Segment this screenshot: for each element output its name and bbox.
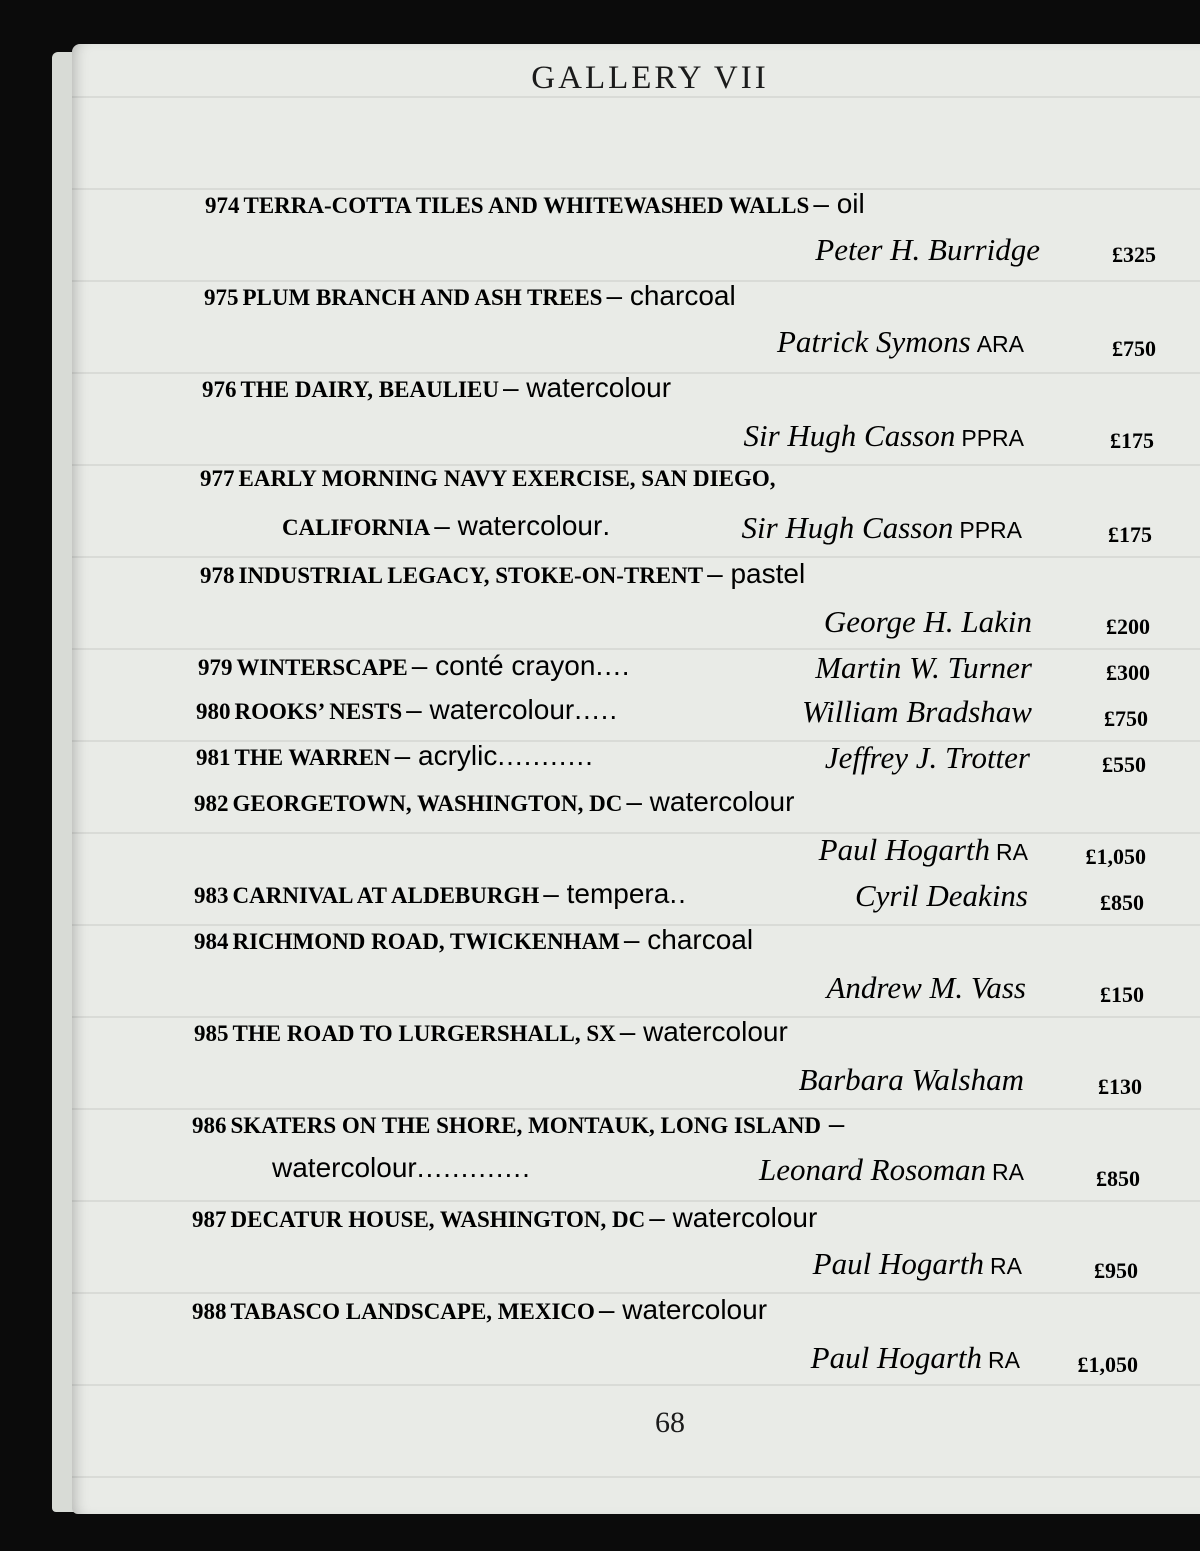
work-title: GEORGETOWN, WASHINGTON, DC xyxy=(232,791,623,816)
entry-977-second-line: CALIFORNIA – watercolour. xyxy=(282,510,612,541)
artist-credential: PPRA xyxy=(959,517,1022,543)
artist-credential: RA xyxy=(990,1253,1022,1279)
work-medium: watercolour xyxy=(429,694,575,725)
artist-name: William Bradshaw xyxy=(802,694,1032,729)
catalogue-number: 975 xyxy=(204,285,239,310)
entry-987-artist xyxy=(813,1246,1022,1282)
leader-dots: . xyxy=(602,510,612,541)
artist-name: George H. Lakin xyxy=(823,604,1032,639)
work-title: TABASCO LANDSCAPE, MEXICO xyxy=(230,1299,595,1324)
entry-980-price: £750 xyxy=(1104,706,1148,731)
catalogue-number: 976 xyxy=(202,377,237,402)
entry-985-price: £130 xyxy=(1098,1074,1142,1099)
entry-976-price: £175 xyxy=(1110,428,1154,453)
entry-987-price: £950 xyxy=(1094,1258,1138,1283)
work-title-continued: CALIFORNIA xyxy=(282,515,431,540)
entry-980-title-line: 980 ROOKS’ NESTS – watercolour..... xyxy=(196,694,619,725)
entry-982-price: £1,050 xyxy=(1085,844,1146,869)
entry-981-title-line: 981 THE WARREN – acrylic........... xyxy=(196,740,594,771)
entry-977-artist xyxy=(741,510,1022,546)
work-medium: watercolour xyxy=(643,1016,788,1047)
artist-credential: PPRA xyxy=(961,425,1024,451)
entry-986-artist xyxy=(759,1152,1024,1188)
artist-credential: RA xyxy=(992,1159,1024,1185)
catalogue-number: 983 xyxy=(194,883,229,908)
catalogue-number: 979 xyxy=(198,655,233,680)
work-title: ROOKS’ NESTS xyxy=(234,699,403,724)
catalogue-number: 977 xyxy=(200,466,235,491)
artist-name: Peter H. Burridge xyxy=(815,232,1040,267)
entry-974-artist xyxy=(815,232,1040,268)
entry-983-price: £850 xyxy=(1100,890,1144,915)
work-medium: watercolour xyxy=(272,1152,417,1183)
entry-983-artist xyxy=(855,878,1028,914)
work-medium: charcoal xyxy=(647,924,754,955)
entry-976-title-line: 976 THE DAIRY, BEAULIEU – watercolour xyxy=(202,372,672,403)
work-title: WINTERSCAPE xyxy=(236,655,408,680)
entry-988-price: £1,050 xyxy=(1077,1352,1138,1377)
catalogue-number: 980 xyxy=(196,699,231,724)
work-medium: charcoal xyxy=(629,280,736,311)
page-title: GALLERY VII xyxy=(531,60,769,96)
entry-974-price: £325 xyxy=(1112,242,1156,267)
entry-975-title-line: 975 PLUM BRANCH AND ASH TREES – charcoal xyxy=(204,280,736,311)
artist-credential: RA xyxy=(996,839,1028,865)
entry-988-artist xyxy=(811,1340,1020,1376)
entry-974-title-line: 974 TERRA-COTTA TILES AND WHITEWASHED WALLS – oil xyxy=(205,188,865,219)
artist-name: Jeffrey J. Trotter xyxy=(824,740,1030,775)
work-title: PLUM BRANCH AND ASH TREES xyxy=(242,285,603,310)
work-title: SKATERS ON THE SHORE, MONTAUK, LONG ISLAND xyxy=(230,1113,821,1138)
entry-986-second-line xyxy=(272,1152,531,1184)
artist-name: Patrick Symons xyxy=(776,324,971,359)
work-title: RICHMOND ROAD, TWICKENHAM xyxy=(232,929,620,954)
entry-988-title-line: 988 TABASCO LANDSCAPE, MEXICO – watercolour xyxy=(192,1294,768,1325)
entry-981-artist xyxy=(825,740,1030,776)
artist-name: Andrew M. Vass xyxy=(826,970,1026,1005)
artist-name: Sir Hugh Casson xyxy=(741,510,954,545)
entry-977-price: £175 xyxy=(1108,522,1152,547)
leader-dots: ........... xyxy=(497,740,594,771)
artist-credential: RA xyxy=(988,1347,1020,1373)
artist-name: Sir Hugh Casson xyxy=(743,418,956,453)
catalogue-number: 985 xyxy=(194,1021,229,1046)
entry-978-title-line: 978 INDUSTRIAL LEGACY, STOKE-ON-TRENT – pastel xyxy=(200,558,806,589)
entry-985-title-line: 985 THE ROAD TO LURGERSHALL, SX – watercolour xyxy=(194,1016,788,1047)
work-medium: oil xyxy=(836,188,865,219)
entry-984-title-line: 984 RICHMOND ROAD, TWICKENHAM – charcoal xyxy=(194,924,754,955)
work-title: THE ROAD TO LURGERSHALL, SX xyxy=(232,1021,616,1046)
work-medium: pastel xyxy=(730,558,806,589)
catalogue-number: 982 xyxy=(194,791,229,816)
entry-977-title-line xyxy=(200,466,775,492)
artist-name: Martin W. Turner xyxy=(815,650,1032,685)
work-medium: acrylic xyxy=(418,740,498,771)
leader-dots: ..... xyxy=(574,694,619,725)
entry-975-price: £750 xyxy=(1112,336,1156,361)
entry-978-artist xyxy=(824,604,1032,640)
work-medium: tempera xyxy=(566,878,670,909)
leader-dots: .... xyxy=(595,650,631,681)
entry-982-title-line: 982 GEORGETOWN, WASHINGTON, DC – watercolour xyxy=(194,786,795,817)
artist-name: Cyril Deakins xyxy=(854,878,1028,913)
artist-name: Paul Hogarth xyxy=(812,1246,985,1281)
entry-976-artist xyxy=(743,418,1024,454)
catalogue-number: 981 xyxy=(196,745,231,770)
entry-983-title-line: 983 CARNIVAL AT ALDEBURGH – tempera.. xyxy=(194,878,687,909)
entry-987-title-line: 987 DECATUR HOUSE, WASHINGTON, DC – watercolour xyxy=(192,1202,818,1233)
work-medium: watercolour xyxy=(457,510,603,541)
work-title: CARNIVAL AT ALDEBURGH xyxy=(232,883,540,908)
catalogue-number: 987 xyxy=(192,1207,227,1232)
catalogue-number: 984 xyxy=(194,929,229,954)
work-title: THE WARREN xyxy=(234,745,391,770)
entry-979-title-line: 979 WINTERSCAPE – conté crayon.... xyxy=(198,650,631,681)
artist-name: Barbara Walsham xyxy=(798,1062,1024,1097)
catalogue-number: 988 xyxy=(192,1299,227,1324)
work-title: EARLY MORNING NAVY EXERCISE, SAN DIEGO, xyxy=(238,466,776,491)
catalogue-number: 986 xyxy=(192,1113,227,1138)
entry-982-artist xyxy=(819,832,1028,868)
work-medium: conté crayon xyxy=(435,650,596,681)
artist-name: Paul Hogarth xyxy=(810,1340,983,1375)
page-number: 68 xyxy=(655,1406,685,1439)
work-title: THE DAIRY, BEAULIEU xyxy=(240,377,499,402)
artist-credential: ARA xyxy=(976,331,1024,357)
work-medium: watercolour xyxy=(672,1202,818,1233)
entry-978-price: £200 xyxy=(1106,614,1150,639)
entry-979-price: £300 xyxy=(1106,660,1150,685)
entry-986-title-line: 986 SKATERS ON THE SHORE, MONTAUK, LONG ISLAND – xyxy=(192,1108,845,1139)
entry-986-price: £850 xyxy=(1096,1166,1140,1191)
entry-984-price: £150 xyxy=(1100,982,1144,1007)
work-medium: watercolour xyxy=(622,1294,768,1325)
catalogue-number: 978 xyxy=(200,563,235,588)
work-title: DECATUR HOUSE, WASHINGTON, DC xyxy=(230,1207,646,1232)
entry-985-artist xyxy=(799,1062,1024,1098)
entry-981-price: £550 xyxy=(1102,752,1146,777)
leader-dots: .. xyxy=(669,878,687,909)
work-medium: watercolour xyxy=(649,786,795,817)
entry-979-artist xyxy=(815,650,1032,686)
work-title: TERRA-COTTA TILES AND WHITEWASHED WALLS xyxy=(243,193,810,218)
entry-980-artist xyxy=(802,694,1032,730)
catalogue-number: 974 xyxy=(205,193,240,218)
entry-984-artist xyxy=(827,970,1027,1006)
artist-name: Leonard Rosoman xyxy=(758,1152,987,1187)
work-medium: watercolour xyxy=(526,372,672,403)
work-title: INDUSTRIAL LEGACY, STOKE-ON-TRENT xyxy=(238,563,704,588)
artist-name: Paul Hogarth xyxy=(818,832,991,867)
leader-dots: ............. xyxy=(416,1152,531,1183)
entry-975-artist xyxy=(777,324,1024,360)
